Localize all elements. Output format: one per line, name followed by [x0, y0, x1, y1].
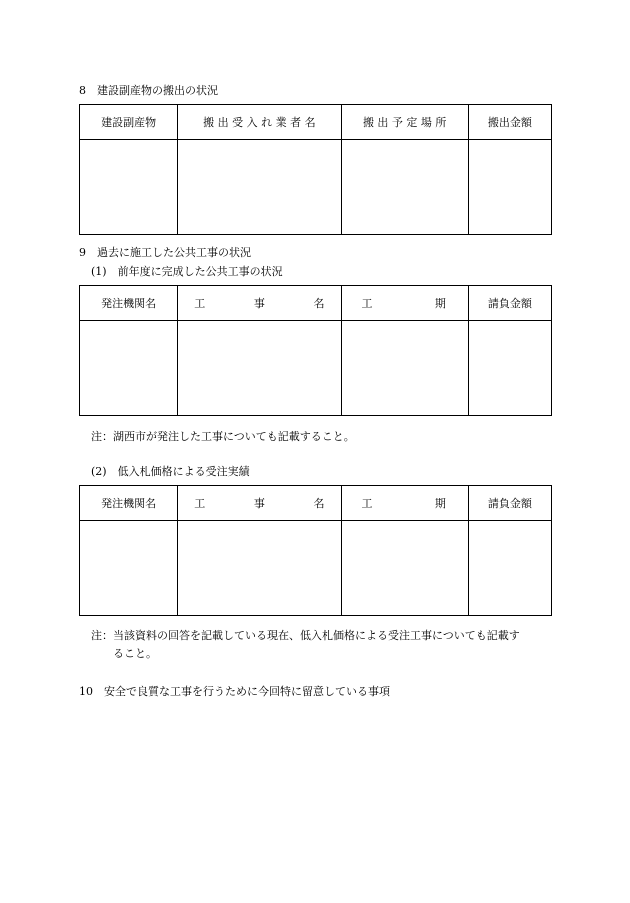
cell-contract-amount[interactable]	[468, 521, 551, 616]
cell-contract-amount[interactable]	[468, 321, 551, 416]
section9-1-heading: (1) 前年度に完成した公共工事の状況	[91, 265, 283, 278]
section10-heading: 10 安全で良質な工事を行うために今回特に留意している事項	[79, 685, 390, 698]
header-destination: 搬 出 予 定 場 所	[341, 105, 468, 140]
header-period-char2: 期	[434, 497, 446, 510]
header-work-name-char2: 事	[253, 297, 265, 310]
cell-work-name[interactable]	[178, 321, 341, 416]
header-period	[341, 486, 468, 521]
header-work-name-char2: 事	[253, 497, 265, 510]
cell-agency[interactable]	[80, 521, 178, 616]
header-work-name-char1: 工	[194, 297, 206, 310]
section8-heading: 8 建設副産物の搬出の状況	[79, 84, 218, 97]
header-period-char2: 期	[434, 297, 446, 310]
cell-period[interactable]	[341, 321, 468, 416]
header-contract-amount: 請負金額	[468, 286, 551, 321]
cell-byproduct[interactable]	[80, 140, 178, 235]
header-period	[341, 286, 468, 321]
header-contractor: 搬 出 受 入 れ 業 者 名	[178, 105, 341, 140]
cell-period[interactable]	[341, 521, 468, 616]
header-period-char1: 工	[361, 297, 373, 310]
header-work-name-char3: 名	[313, 297, 325, 310]
section9-2-table	[79, 485, 552, 616]
header-agency: 発注機関名	[80, 286, 178, 321]
section9-1-table	[79, 285, 552, 416]
header-work-name-char3: 名	[313, 497, 325, 510]
header-work-name	[178, 286, 341, 321]
header-period-char1: 工	[361, 497, 373, 510]
header-agency: 発注機関名	[80, 486, 178, 521]
header-byproduct: 建設副産物	[80, 105, 178, 140]
header-work-name	[178, 486, 341, 521]
header-amount: 搬出金額	[468, 105, 551, 140]
section9-2-heading: (2) 低入札価格による受注実績	[91, 465, 250, 478]
cell-amount[interactable]	[468, 140, 551, 235]
section9-2-note-line2: ること。	[113, 647, 157, 660]
section9-heading: 9 過去に施工した公共工事の状況	[79, 246, 251, 259]
cell-destination[interactable]	[341, 140, 468, 235]
section8-table	[79, 104, 552, 235]
header-work-name-char1: 工	[194, 497, 206, 510]
cell-contractor[interactable]	[178, 140, 341, 235]
header-contract-amount: 請負金額	[468, 486, 551, 521]
section9-2-note-line1: 注：当該資料の回答を記載している現在、低入札価格による受注工事についても記載す	[91, 629, 520, 642]
section9-1-note: 注：湖西市が発注した工事についても記載すること。	[91, 430, 355, 443]
cell-agency[interactable]	[80, 321, 178, 416]
cell-work-name[interactable]	[178, 521, 341, 616]
